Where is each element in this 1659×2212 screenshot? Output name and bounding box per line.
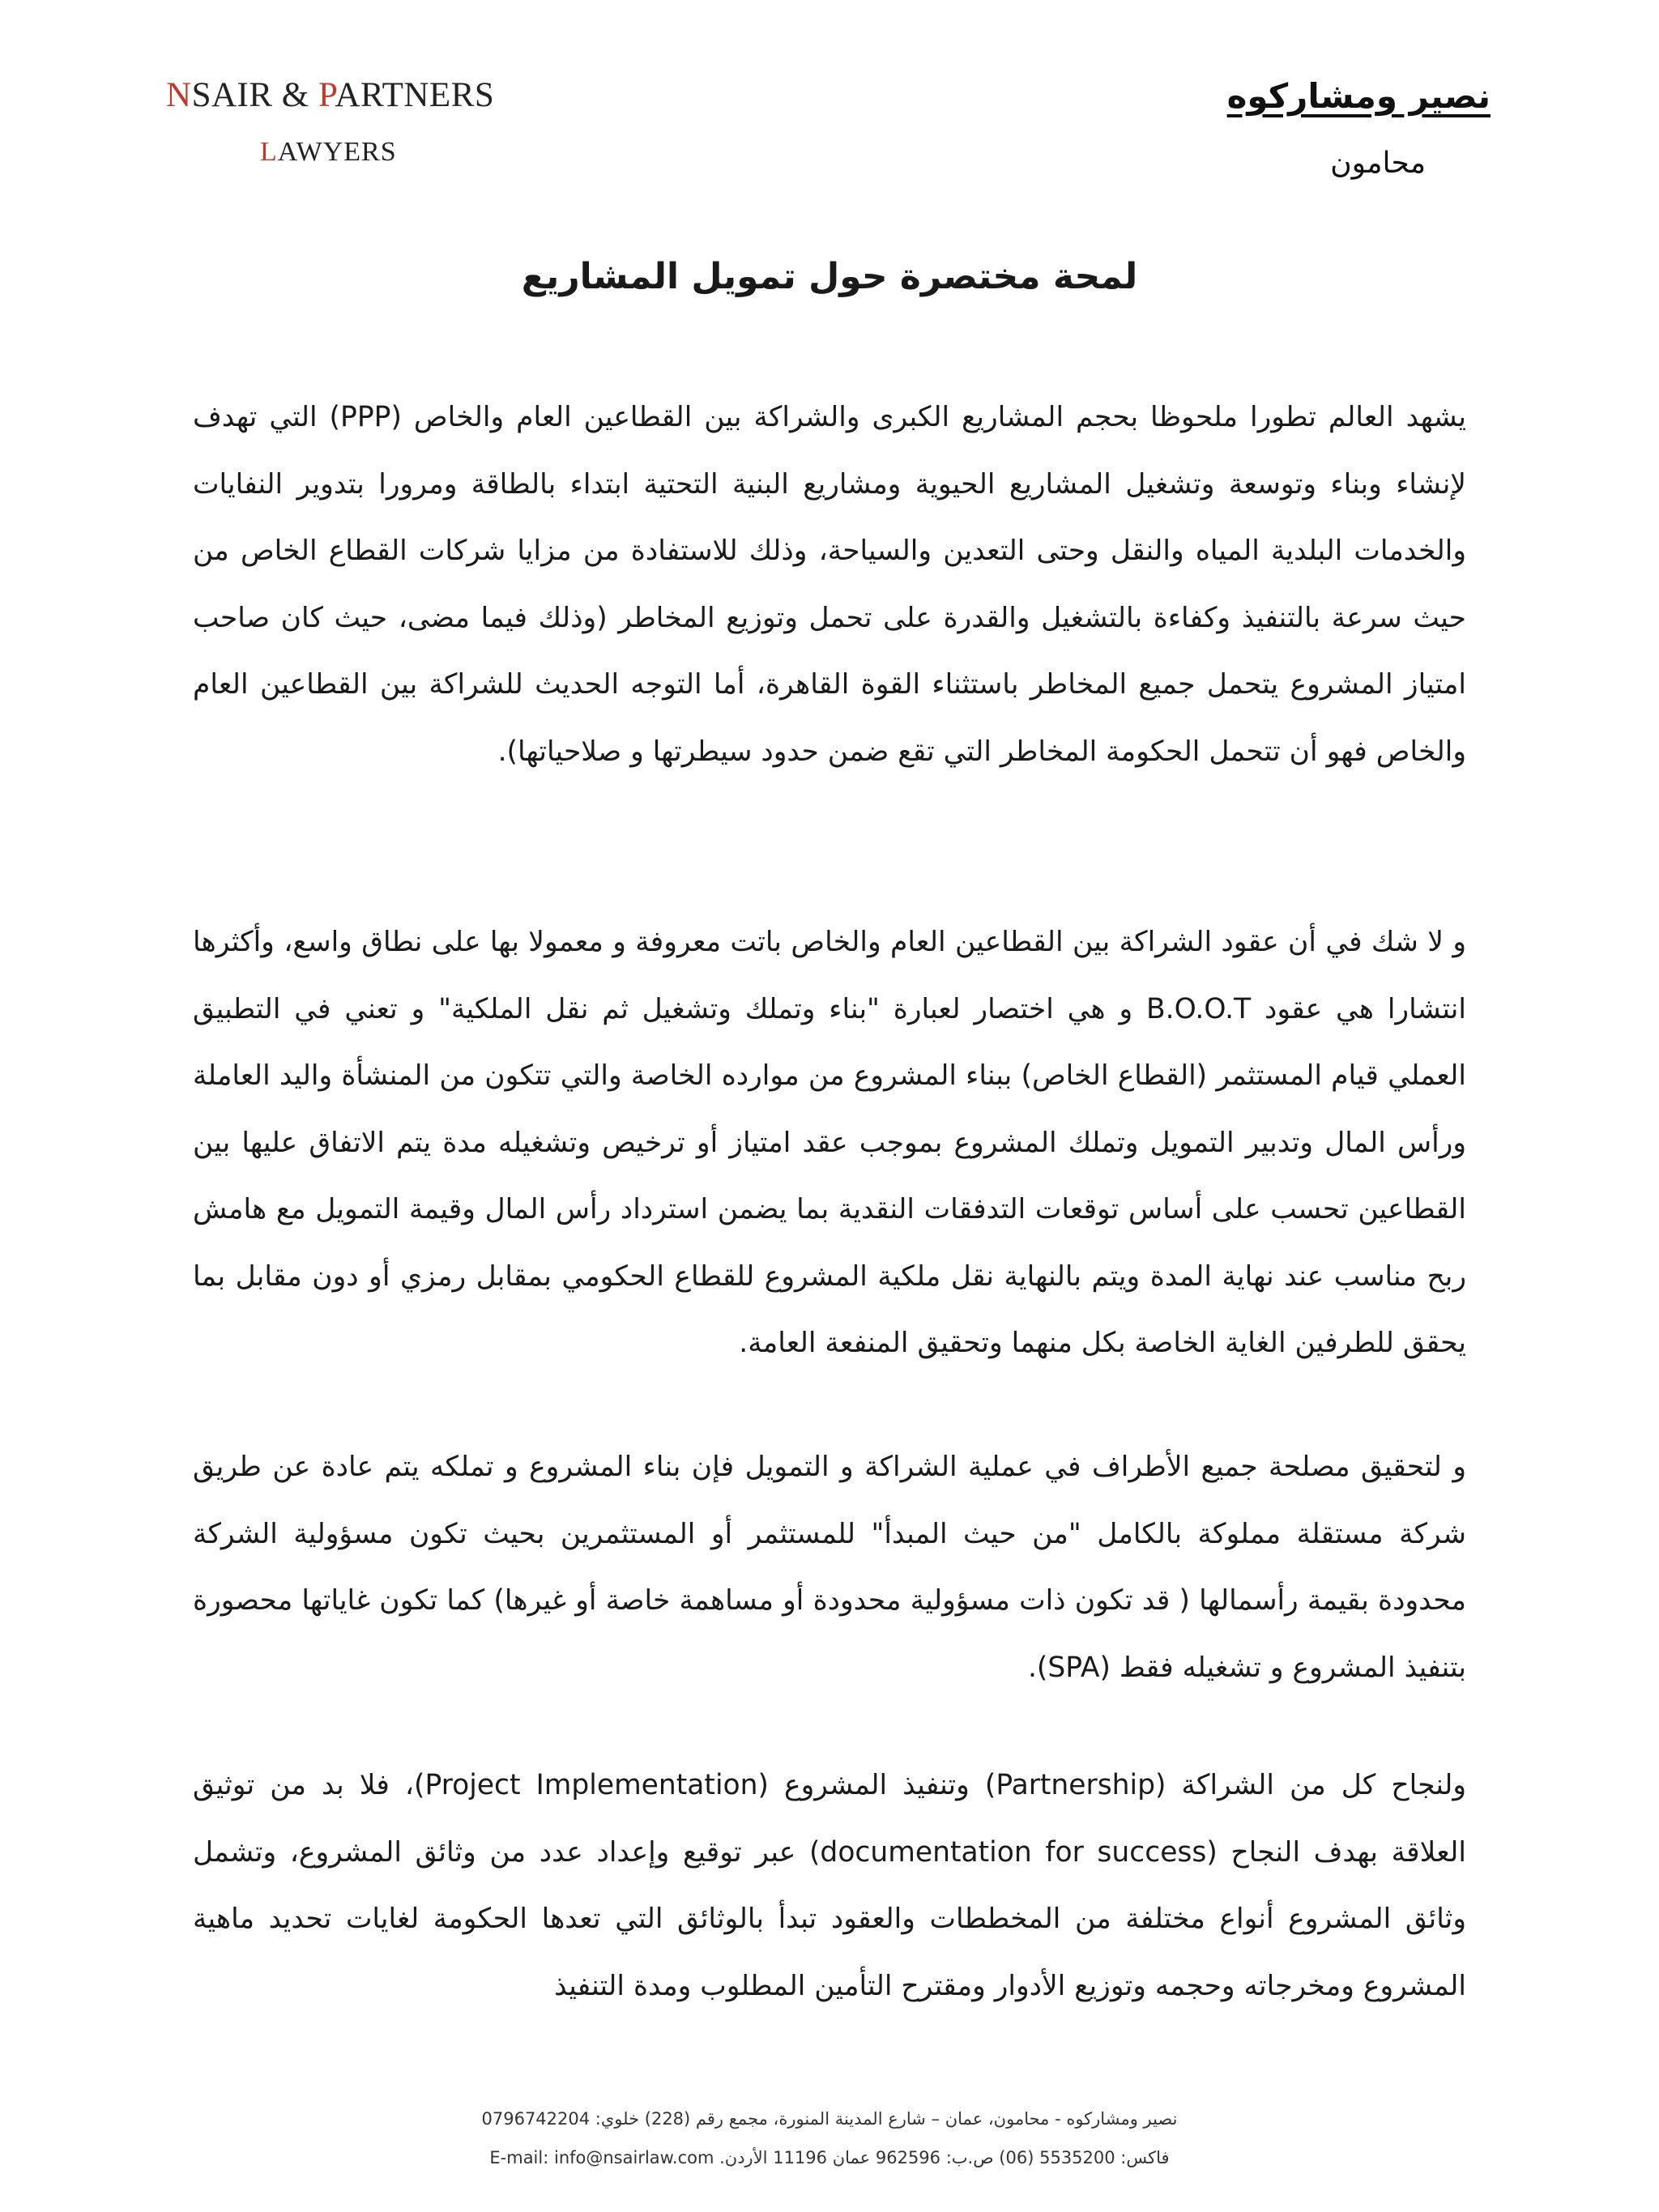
firm-initial-n: N (166, 76, 192, 114)
firm-initial-p: P (318, 76, 335, 114)
letterhead-arabic (1226, 73, 1491, 183)
lawyers-english (166, 134, 522, 170)
firm-name-part2: ARTNERS (335, 76, 495, 114)
lawyers-rest: AWYERS (277, 137, 397, 167)
firm-name-part1: SAIR & (191, 76, 318, 114)
paragraph-3: و لتحقيق مصلحة جميع الأطراف في عملية الشراكة و التمويل فإن بناء المشروع و تملكه يتم عادة عن طريق شركة مستقلة مملوكة بالكامل "من حيث المبدأ" للمستثمر أو المستثمرين بحيث تكون مسؤولية الشركة محدودة بقيمة رأسمالها ( قد تكون ذات مسؤولية محدودة أو مساهمة خاصة أو غيرها) كما تكون غاياتها محصورة بتنفيذ المشروع و تشغيله فقط (SPA). (193, 1451, 1466, 1684)
letterhead-english (166, 75, 522, 170)
paragraph-1: يشهد العالم تطورا ملحوظا بحجم المشاريع الكبرى والشراكة بين القطاعين العام والخاص (PPP) التي تهدف لإنشاء وبناء وتوسعة وتشغيل المشاريع الحيوية ومشاريع البنية التحتية ابتداء بالطاقة ومرورا بتدوير النفايات والخدمات البلدية المياه والنقل وحتى التعدين والسياحة، وذلك للاستفادة من مزايا شركات القطاع الخاص من حيث سرعة بالتنفيذ وكفاءة بالتشغيل والقدرة على تحمل وتوزيع المخاطر (وذلك فيما مضى، حيث كان صاحب امتياز المشروع يتحمل جميع المخاطر باستثناء القوة القاهرة، أما التوجه الحديث للشراكة بين القطاعين العام والخاص فهو أن تتحمل الحكومة المخاطر التي تقع ضمن حدود سيطرتها و صلاحياتها). (193, 401, 1466, 768)
firm-name-arabic: نصير ومشاركوه (1226, 76, 1491, 116)
firm-name-english (166, 75, 522, 117)
paragraph-4: ولنجاح كل من الشراكة (Partnership) وتنفيذ المشروع (Project Implementation)، فلا بد من توثيق العلاقة بهدف النجاح (documentation for success) عبر توقيع وإعداد عدد من وثائق المشروع، وتشمل وثائق المشروع أنواع مختلفة من المخططات والعقود تبدأ بالوثائق التي تعدها الحكومة لغايات تحديد ماهية المشروع ومخرجاته وحجمه وتوزيع الأدوار ومقترح التأمين المطلوب ومدة التنفيذ (193, 1769, 1467, 2002)
footer (0, 2099, 1659, 2177)
lawyers-arabic: محامون (1330, 147, 1426, 180)
lawyers-initial: L (260, 137, 278, 167)
paragraph-2: و لا شك في أن عقود الشراكة بين القطاعين العام والخاص باتت معروفة و معمولا بها على نطاق واسع، وأكثرها انتشارا هي عقود B.O.O.T و هي اختصار لعبارة "بناء وتملك وتشغيل ثم نقل الملكية" و تعني في التطبيق العملي قيام المستثمر (القطاع الخاص) ببناء المشروع من موارده الخاصة والتي تتكون من المنشأة واليد العاملة ورأس المال وتدبير التمويل وتملك المشروع بموجب عقد امتياز أو ترخيص وتشغيله مدة يتم الاتفاق عليها بين القطاعين تحسب على أساس توقعات التدفقات النقدية بما يضمن استرداد رأس المال وقيمة التمويل مع هامش ربح مناسب عند نهاية المدة ويتم بالنهاية نقل ملكية المشروع للقطاع الحكومي بمقابل رمزي أو دون مقابل بما يحقق للطرفين الغاية الخاصة بكل منهما وتحقيق المنفعة العامة. (193, 926, 1466, 1359)
document-title: لمحة مختصرة حول تمويل المشاريع (521, 256, 1138, 297)
footer-address-line: نصير ومشاركوه - محامون، عمان – شارع المدينة المنورة، مجمع رقم (228) خلوي: 0796742204 (481, 2109, 1178, 2129)
footer-contact-line: فاكس: 5535200 (06) ص.ب: 962596 عمان 11196 الأردن. E-mail: info@nsairlaw.com (489, 2148, 1170, 2167)
